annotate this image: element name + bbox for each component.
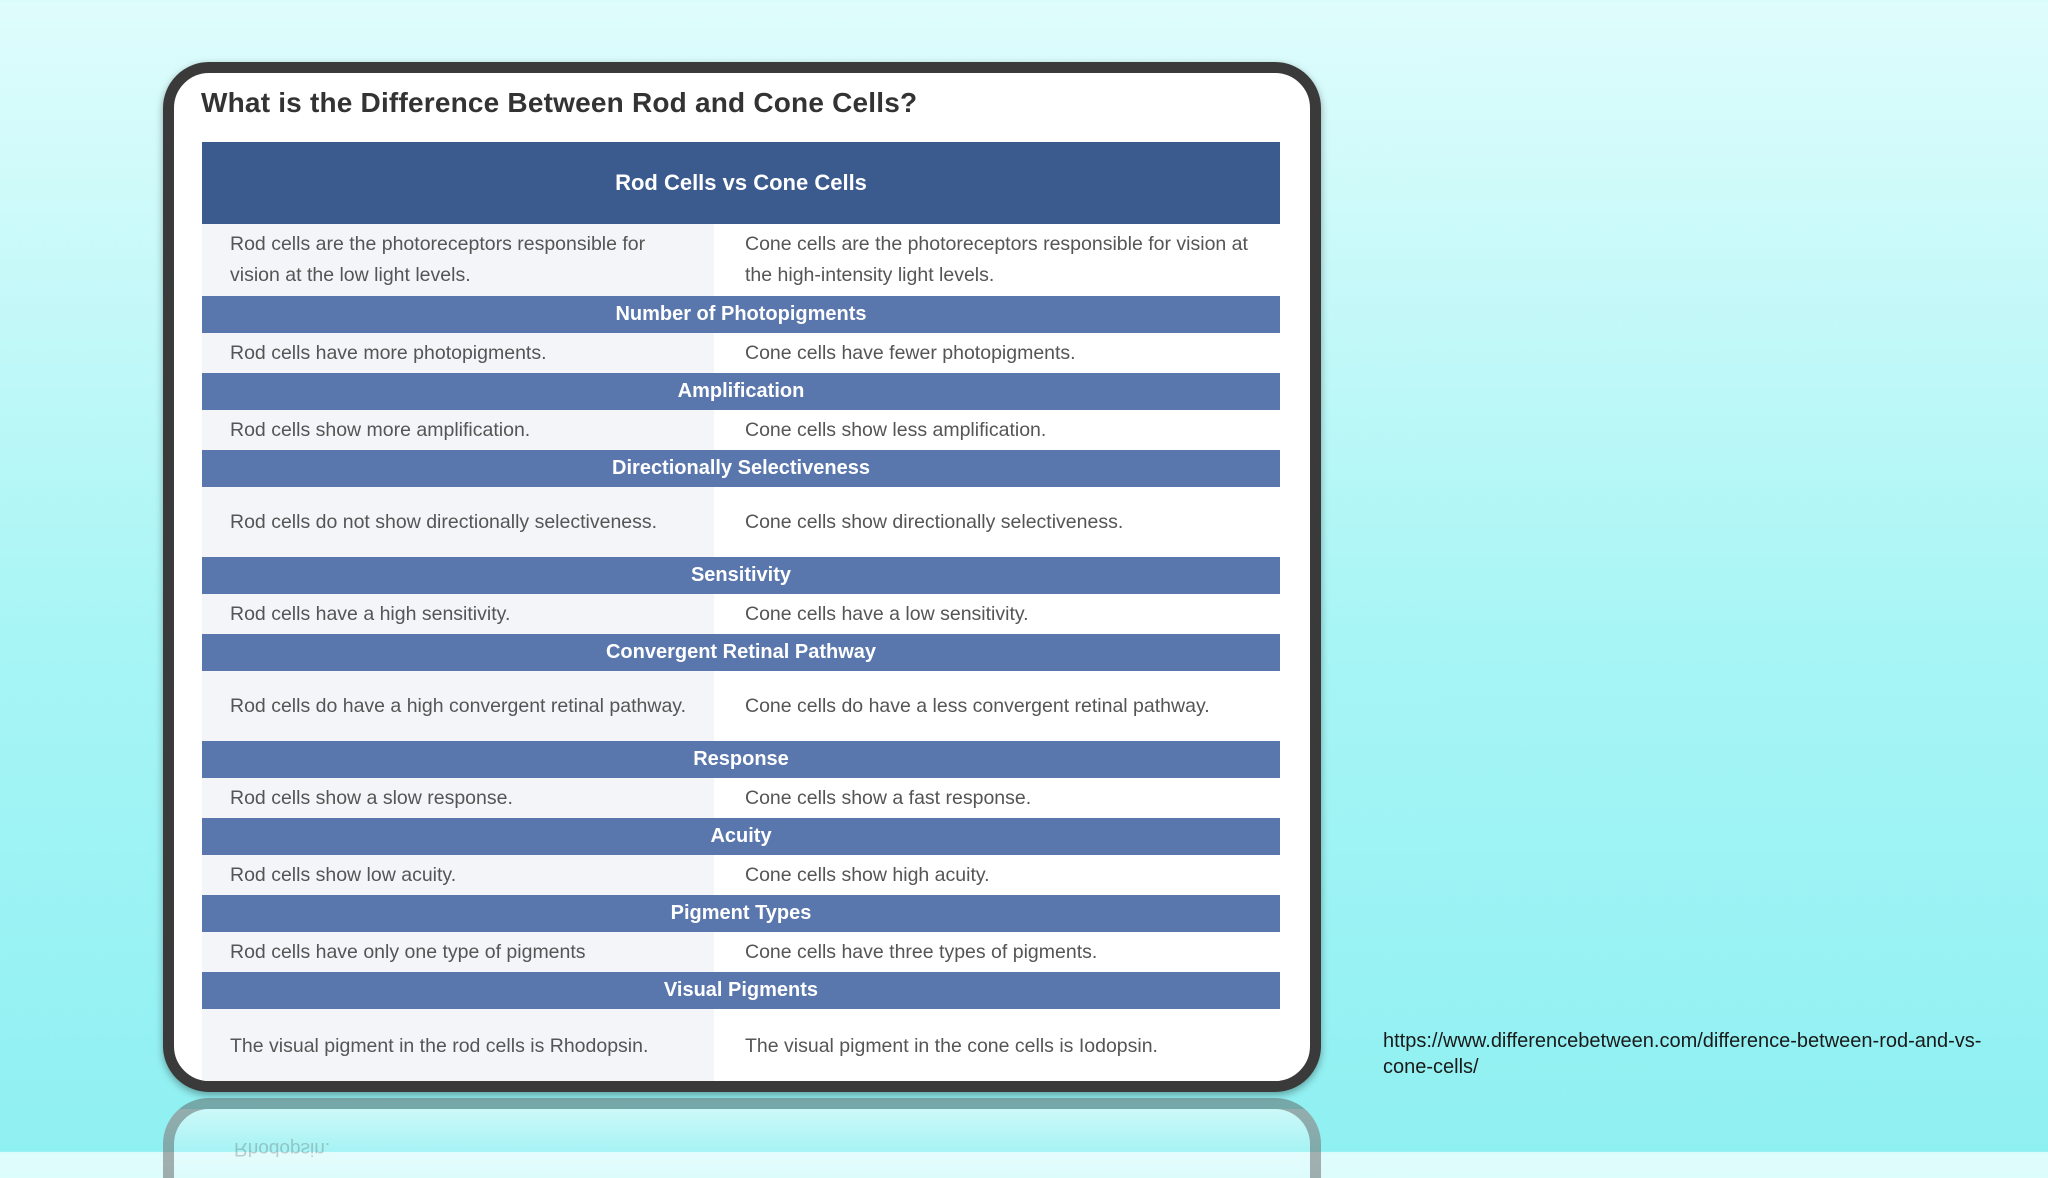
table-row-intro <box>202 224 1280 296</box>
rod-cell-text: Rod cells do have a high convergent retinal pathway. <box>202 671 714 741</box>
rod-cell-text: The visual pigment in the rod cells is Rhodopsin. <box>202 1009 714 1083</box>
table-row <box>202 333 1280 373</box>
table-row <box>202 1009 1280 1083</box>
reflection-ghost-text: Rhodopsin. <box>234 1138 331 1159</box>
page-title: What is the Difference Between Rod and Cone Cells? <box>201 87 918 118</box>
cone-cell-text: Cone cells show less amplification. <box>714 410 1280 450</box>
cone-cell-text: The visual pigment in the cone cells is Iodopsin. <box>714 1009 1280 1083</box>
rod-cell-text: Rod cells are the photoreceptors responsible for vision at the low light levels. <box>202 224 714 296</box>
section-header: Sensitivity <box>202 557 1280 594</box>
table-row <box>202 932 1280 972</box>
table-row <box>202 410 1280 450</box>
cone-cell-text: Cone cells have a low sensitivity. <box>714 594 1280 634</box>
frame-reflection <box>163 1098 1321 1178</box>
cone-cell-text: Cone cells show directionally selectiveness. <box>714 487 1280 557</box>
table-row <box>202 671 1280 741</box>
rod-cell-text: Rod cells show a slow response. <box>202 778 714 818</box>
rod-cell-text: Rod cells do not show directionally selectiveness. <box>202 487 714 557</box>
comparison-image-frame <box>163 62 1321 1092</box>
table-row <box>202 594 1280 634</box>
section-header: Response <box>202 741 1280 778</box>
section-header: Visual Pigments <box>202 972 1280 1009</box>
cone-cell-text: Cone cells have fewer photopigments. <box>714 333 1280 373</box>
rod-cell-text: Rod cells have only one type of pigments <box>202 932 714 972</box>
section-header: Acuity <box>202 818 1280 855</box>
cone-cell-text: Cone cells do have a less convergent retinal pathway. <box>714 671 1280 741</box>
table-row <box>202 487 1280 557</box>
rod-cell-text: Rod cells have more photopigments. <box>202 333 714 373</box>
table-row <box>202 778 1280 818</box>
rod-cell-text: Rod cells show more amplification. <box>202 410 714 450</box>
cone-cell-text: Cone cells are the photoreceptors responsible for vision at the high-intensity light levels. <box>714 224 1280 296</box>
cone-cell-text: Cone cells have three types of pigments. <box>714 932 1280 972</box>
table-row <box>202 855 1280 895</box>
table-main-header: Rod Cells vs Cone Cells <box>202 142 1280 224</box>
cone-cell-text: Cone cells show high acuity. <box>714 855 1280 895</box>
comparison-table <box>202 142 1280 1083</box>
section-header: Directionally Selectiveness <box>202 450 1280 487</box>
section-header: Convergent Retinal Pathway <box>202 634 1280 671</box>
cone-cell-text: Cone cells show a fast response. <box>714 778 1280 818</box>
rod-cell-text: Rod cells show low acuity. <box>202 855 714 895</box>
section-header: Number of Photopigments <box>202 296 1280 333</box>
source-url-text: https://www.differencebetween.com/difference-between-rod-and-vs-cone-cells/ <box>1383 1030 1982 1078</box>
section-header: Amplification <box>202 373 1280 410</box>
section-header: Pigment Types <box>202 895 1280 932</box>
rod-cell-text: Rod cells have a high sensitivity. <box>202 594 714 634</box>
